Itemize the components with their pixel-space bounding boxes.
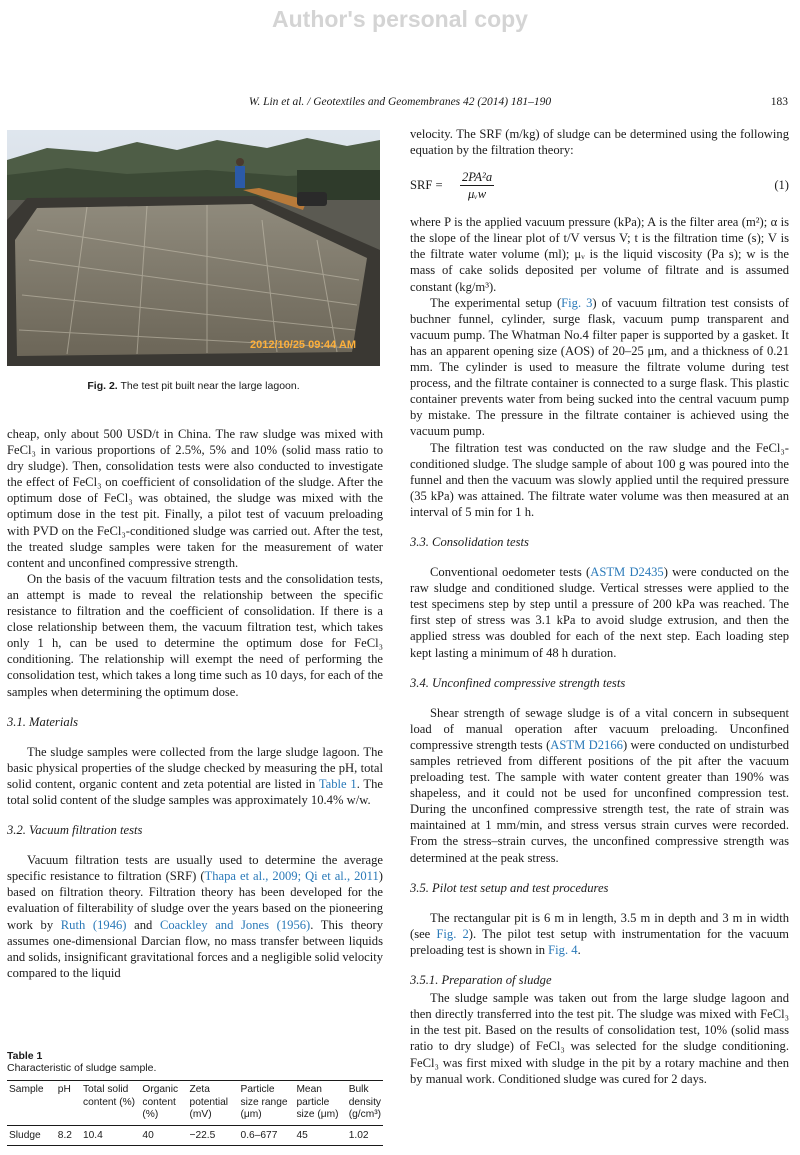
figure-4-link[interactable]: Fig. 4	[548, 942, 578, 957]
paragraph: cheap, only about 500 USD/t in China. The raw sludge was mixed with FeCl₃ in various proportions of 2.5%, 5% and 10% (solid mass ratio to dry sludge). Then, consolidation tests were also conducted to investigate the effect of FeCl₃ on coefficient of consolidation of the sludge. After the optimum dose of FeCl₃ was obtained, the sludge was mixed with the optimum dose in the test pit. Finally, a pilot test of vacuum preloading with PVD on the FeCl₃-conditioned sludge was carried out. After the test, the treated sludge samples were taken for the measurement of water content and unconfined compressive strength.	[7, 427, 383, 570]
left-column	[7, 426, 383, 981]
table-subtitle: Characteristic of sludge sample.	[7, 1062, 157, 1074]
equation-numerator: 2PA²a	[460, 169, 494, 186]
table-header-cell: Bulk density (g/cm³)	[347, 1081, 383, 1126]
equation-denominator: μᵥw	[467, 186, 487, 201]
paragraph: On the basis of the vacuum filtration tests and the consolidation tests, an attempt is made to reveal the relationship between the specific resistance to filtration and the coefficient of consolidation. If there is a close relationship between them, the vacuum filtration test, which takes only 1 h, can be used to determine the optimum dose for FeCl₃ conditioning. The relationship will exempt the need of performing the consolidation test, which takes a long time such as 10 days, for each of the samples when determining the optimum dose.	[7, 571, 383, 699]
test-pit-illustration	[7, 130, 380, 366]
figure-2-photo	[7, 130, 380, 366]
section-heading-3-2: 3.2. Vacuum filtration tests	[7, 823, 143, 838]
figure-2-link[interactable]: Fig. 2	[436, 926, 469, 941]
table-row	[7, 1125, 383, 1145]
table-cell: 45	[294, 1125, 346, 1145]
section-heading-3-4: 3.4. Unconfined compressive strength tests	[410, 675, 626, 690]
paragraph: The experimental setup (Fig. 3) of vacuum filtration test consists of buchner funnel, cylinder, surge flask, vacuum pump transparent and vacuum pump. The Whatman No.4 filter paper is supported by a gasket. It has an apparent opening size (AOS) of 20–25 μm, and a thickness of 0.21 mm. The cylinder is used to measure the filtrate volume during test process, and the filtrate container is connected to a surge flask. This plastic container prevents water from being sucked into the central vacuum pump by mistake. The pressure in the filtrate container is achieved using the vacuum pump.	[410, 295, 789, 439]
table-cell: 40	[140, 1125, 187, 1145]
table-header-cell: Sample	[7, 1081, 56, 1126]
figure-label: Fig. 2.	[87, 380, 118, 392]
table-cell: −22.5	[188, 1125, 239, 1145]
table-1	[7, 1050, 383, 1146]
paragraph: Shear strength of sewage sludge is of a vital concern in subsequent load of manual operation after vacuum preloading. Unconfined compressive strength tests (ASTM D2166) were conducted on undisturbed samples retrieved from different positions of the pit after the vacuum preloading test. The sample with water content greater than 190% was shapeless, and it could not be used for unconfined compression test. During the unconfined compressive strength test, the rate of strain was maintained at 1 mm/min, and stress versus strain curves were recorded. From the stress–strain curves, the unconfined compressive strength was determined at the peak stress.	[410, 705, 789, 865]
equation-lhs: SRF =	[410, 178, 443, 193]
paragraph: The sludge sample was taken out from the large sludge lagoon and then directly transferred into the test pit. The sludge was mixed with FeCl₃ in the test pit. Based on the results of consolidation test, 10% (solid mass ratio to dry sludge) of FeCl₃ was selected for the sludge conditioning. FeCl₃ was first mixed with sludge in the pit by a rotary machine and then by manual work. Conditioned sludge was cured for 2 days.	[410, 991, 789, 1086]
table-cell: 1.02	[347, 1125, 383, 1145]
sludge-table	[7, 1080, 383, 1146]
page-number: 183	[770, 96, 788, 108]
section-heading-3-3: 3.3. Consolidation tests	[410, 534, 529, 549]
figure-3-link[interactable]: Fig. 3	[561, 295, 593, 310]
equation-1	[410, 166, 789, 204]
table-1-link[interactable]: Table 1	[318, 776, 357, 791]
car	[297, 192, 327, 206]
table-header-cell: pH	[56, 1081, 81, 1126]
paragraph: Vacuum filtration tests are usually used to determine the average specific resistance to filtration (SRF) (Thapa et al., 2009; Qi et al., 2011) based on filtration theory. Filtration theory has been developed for the evaluation of filterability of sludge over the years based on the pioneering work by Ruth (1946) and Coackley and Jones (1956). This theory assumes one-dimensional Darcian flow, no mass transfer between liquids and solids, insignificant gravitational forces and a negligible solid velocity compared to the liquid	[7, 853, 384, 980]
section-heading-3-5-1: 3.5.1. Preparation of sludge	[410, 973, 552, 988]
paragraph: velocity. The SRF (m/kg) of sludge can be determined using the following equation by the filtration theory:	[410, 127, 789, 158]
citation-link[interactable]: ASTM D2435	[590, 565, 664, 580]
paragraph: The rectangular pit is 6 m in length, 3.5 m in depth and 3 m in width (see Fig. 2). The pilot test setup with instrumentation for the vacuum preloading test is shown in Fig. 4.	[410, 910, 789, 957]
table-cell: Sludge	[7, 1125, 56, 1145]
photo-timestamp: 2012/10/25 09:44 AM	[250, 339, 356, 351]
citation-link[interactable]: ASTM D2166	[550, 737, 623, 752]
table-header-row	[7, 1081, 383, 1126]
table-cell: 10.4	[81, 1125, 140, 1145]
paragraph: The sludge samples were collected from the large sludge lagoon. The basic physical properties of the sludge checked by measuring the pH, total solid content, organic content and zeta potential are listed in Table 1. The total solid content of the sludge samples was approximately 10.4% w/w.	[7, 744, 383, 807]
table-header-cell: Organic content (%)	[140, 1081, 187, 1126]
paragraph: Conventional oedometer tests (ASTM D2435) were conducted on the raw sludge and conditioned sludge. Vertical stresses were applied to the test specimens step by step until a pressure of 200 kPa was reached. The first step of stress was 3.1 kPa to avoid sludge extrusion, and then the applied stress was doubled for each of the next step. Each loading step kept lasting a minimum of 48 h duration.	[410, 565, 789, 660]
table-header-cell: Mean particle size (μm)	[294, 1081, 346, 1126]
journal-citation: W. Lin et al. / Geotextiles and Geomembranes 42 (2014) 181–190	[248, 96, 552, 108]
citation-link[interactable]: Thapa et al., 2009; Qi et al., 2011	[204, 869, 379, 884]
paragraph: The filtration test was conducted on the raw sludge and the FeCl₃-conditioned sludge. The sludge sample of about 100 g was poured into the funnel and then the vacuum was slowly applied until the required pressure (35 kPa) was attained. The filtrate water volume was then measured at an interval of 5 min for 1 h.	[410, 440, 789, 519]
citation-link[interactable]: Coackley and Jones (1956)	[159, 917, 311, 932]
section-heading-3-1: 3.1. Materials	[7, 714, 79, 729]
table-cell: 8.2	[56, 1125, 81, 1145]
table-cell: 0.6–677	[239, 1125, 295, 1145]
equation-fraction	[460, 169, 494, 202]
paragraph: where P is the applied vacuum pressure (kPa); A is the filter area (m²); α is the slope of the linear plot of t/V versus V; t is the filtration time (s); V is the filtrate water volume (ml); μᵥ is the liquid viscosity (Pa s); w is the mass of cake solids deposited per volume of filtrate and is assumed constant (kg/m³).	[410, 215, 789, 294]
table-header-cell: Total solid content (%)	[81, 1081, 140, 1126]
right-column	[410, 126, 789, 1087]
table-title: Table 1	[7, 1050, 43, 1062]
worker	[235, 166, 245, 188]
figure-caption-text: The test pit built near the large lagoon.	[120, 380, 300, 392]
watermark: Author's personal copy	[272, 6, 528, 32]
section-heading-3-5: 3.5. Pilot test setup and test procedures	[410, 880, 609, 895]
table-header-cell: Particle size range (μm)	[239, 1081, 295, 1126]
figure-caption	[7, 380, 380, 392]
citation-link[interactable]: Ruth (1946)	[60, 917, 127, 932]
table-header-cell: Zeta potential (mV)	[188, 1081, 239, 1126]
equation-number: (1)	[774, 178, 789, 193]
